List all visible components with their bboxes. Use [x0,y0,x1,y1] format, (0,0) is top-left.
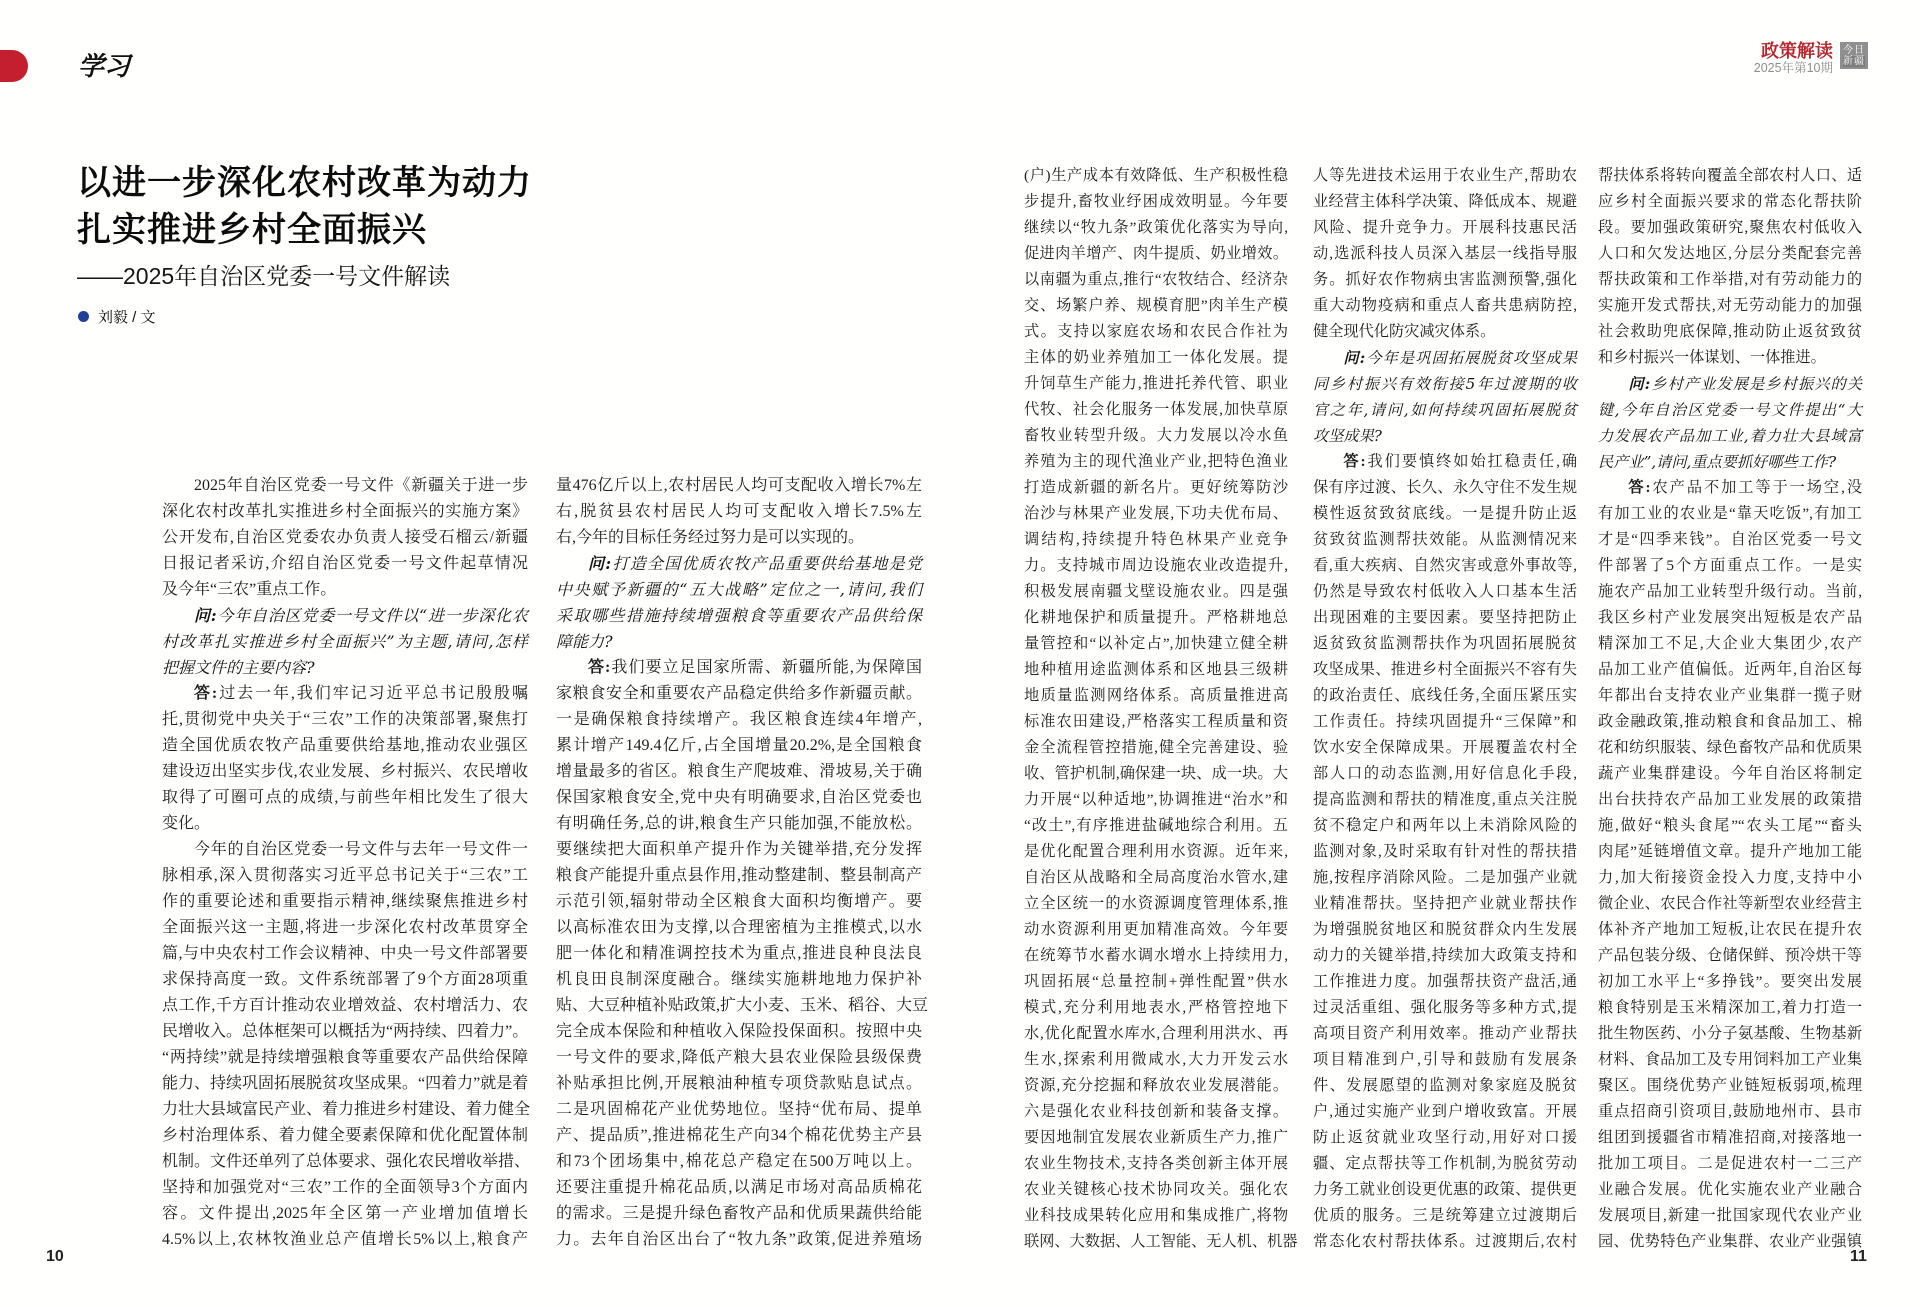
text-line: 养殖为主的现代渔业产业,把特色渔业 [1024,453,1288,470]
article-subtitle: ——2025年自治区党委一号文件解读 [77,263,451,289]
text-line: 的政治责任、底线任务,全面压紧压实 [1313,687,1577,704]
text-column-4 [1313,163,1577,1255]
text-line: 答:农产品不加工等于一场空,没 [1628,479,1863,496]
text-line: 保有序过渡、长久、永久守住不发生规 [1313,479,1577,496]
text-line: 攻坚成果? [1313,427,1382,445]
text-line: 动水资源利用更加精准高效。今年要 [1024,921,1288,938]
text-line: 健全现代化防灾减灾体系。 [1313,323,1496,340]
text-line: 继续以“牧九条”政策优化落实为导向, [1024,219,1288,236]
text-line: 政金融政策,推动粮食和食品加工、棉 [1598,713,1862,730]
byline-author: 刘毅 / 文 [98,309,156,326]
text-line: 交、场繁户养、规模育肥”肉羊生产模 [1024,297,1288,314]
text-line: 点工作,千方百计推动农业增效益、农村增活力、农 [162,997,528,1014]
text-line: 工作推进力度。加强帮扶资产盘活,通 [1313,973,1577,990]
text-line: 地质量监测网络体系。高质量推进高 [1024,687,1288,704]
text-line: 巩固拓展“总量控制+弹性配置”供水 [1024,973,1288,990]
text-line: 求保持高度一致。文件系统部署了9个方面28项重 [162,971,528,988]
text-line: 答:我们要慎终如始扛稳责任,确 [1343,453,1578,470]
text-line: 村改革扎实推进乡村全面振兴”为主题,请问,怎样 [162,632,528,651]
text-line: 贫致贫监测帮扶效能。从监测情况来 [1313,531,1577,548]
text-line: 日报记者采访,介绍自治区党委一号文件起草情况 [162,555,528,572]
text-line: (户)生产成本有效降低、生产积极性稳 [1024,167,1288,184]
text-column-2 [556,473,929,1253]
text-line: 障能力? [556,632,613,651]
text-line: 农业关键核心技术协同攻关。强化农 [1024,1181,1288,1198]
text-line: 人口和欠发达地区,分层分类配套完善 [1598,245,1862,262]
text-line: 取得了可圈可点的成绩,与前些年相比发生了很大 [162,789,528,806]
magazine-logo-line2: 新疆 [1843,55,1865,67]
text-column-1 [162,473,531,1253]
text-line: 今年的自治区党委一号文件与去年一号文件一 [194,841,528,858]
text-line: 力。去年自治区出台了“牧九条”政策,促进养殖场 [556,1231,922,1248]
text-line: 要因地制宜发展农业新质生产力,推广 [1024,1129,1288,1146]
text-line: 能力、持续巩固拓展脱贫攻坚成果。“四着力”就是着 [162,1075,529,1092]
text-line: 畜牧业转型升级。大力发展以冷水鱼 [1024,427,1288,444]
text-line: 贫不稳定户和两年以上未消除风险的 [1313,817,1577,834]
text-line: 园、优势特色产业集群、农业产业强镇 [1598,1233,1862,1250]
text-line: 以高标准农田为支撑,以合理密植为主推模式,以水 [556,919,922,936]
article-title-line1: 以进一步深化农村改革为动力 [77,164,532,202]
text-line: 的需求。三是提升绿色畜牧产品和优质果蔬供给能 [556,1205,922,1222]
text-line: 一号文件的要求,降低产粮大县农业保险县级保费 [556,1049,922,1066]
text-line: 问:乡村产业发展是乡村振兴的关 [1628,375,1863,393]
text-line: 积极发展南疆戈壁设施农业。四是强 [1024,583,1288,600]
text-line: 我区乡村产业发展突出短板是农产品 [1598,609,1862,626]
text-line: 重点招商引资项目,鼓励地州市、县市 [1598,1103,1862,1120]
text-line: 机良田良制深度融合。继续实施耕地地力保护补 [556,971,922,988]
text-line: 中央赋予新疆的“五大战略”定位之一,请问,我们 [556,580,922,599]
text-line: 肉尾”延链增值文章。提升产地加工能 [1598,843,1862,860]
text-line: 4.5%以上,农林牧渔业总产值增长5%以上,粮食产 [162,1231,528,1248]
text-line: 贴、大豆种植补贴政策,扩大小麦、玉米、稻谷、大豆 [556,997,929,1014]
text-line: 问:今年自治区党委一号文件以“进一步深化农 [194,606,528,625]
text-line: 收、管护机制,确保建一块、成一块。大 [1024,765,1288,782]
text-line: 以南疆为重点,推行“农牧结合、经济杂 [1024,271,1288,288]
text-line: 施,按程序消除风险。二是加强产业就 [1313,869,1577,886]
text-line: 右,今年的目标任务经过努力是可以实现的。 [556,529,865,546]
text-line: 化耕地保护和质量提升。严格耕地总 [1024,609,1288,626]
text-line: 材料、食品加工及专用饲料加工产业集 [1598,1051,1862,1068]
text-line: 才是“四季来钱”。自治区党委一号文 [1598,531,1862,548]
text-line: 模性返贫致贫底线。一是提升防止返 [1313,505,1577,522]
text-line: 户,通过实施产业到户增收致富。开展 [1313,1103,1577,1120]
text-line: 脉相承,深入贯彻落实习近平总书记关于“三农”工 [162,867,528,884]
text-line: 一是确保粮食持续增产。我区粮食连续4年增产, [556,711,922,728]
text-line: 初加工水平上“多挣钱”。要突出发展 [1598,973,1862,990]
text-line: 粮食特别是玉米精深加工,着力打造一 [1598,999,1862,1016]
text-line: 务。抓好农作物病虫害监测预警,强化 [1313,271,1577,288]
text-line: 量管控和“以补定占”,加快建立健全耕 [1024,635,1288,652]
text-line: 托,贯彻党中央关于“三农”工作的决策部署,聚焦打 [162,711,528,728]
text-line: 立全区统一的水资源调度管理体系,推 [1024,895,1288,912]
text-line: 标准农田建设,严格落实工程质量和资 [1024,713,1288,730]
text-line: 增量最多的省区。粮食生产爬坡难、滑坡易,关于确 [556,763,922,780]
text-line: 累计增产149.4亿斤,占全国增量20.2%,是全国粮食 [556,737,922,754]
text-line: 段。要加强政策研究,聚焦农村低收入 [1598,219,1862,236]
text-line: 优质的服务。三是统筹建立过渡期后 [1313,1207,1577,1224]
text-line: 施农产品加工业转型升级行动。当前, [1598,583,1862,600]
text-line: 官之年,请问,如何持续巩固拓展脱贫 [1313,401,1577,419]
text-line: 力。支持城市周边设施农业改造提升, [1024,557,1288,574]
text-line: 帮扶体系将转向覆盖全部农村人口、适 [1598,167,1862,184]
category-label: 政策解读 [1761,41,1833,61]
text-line: 机制。文件还单列了总体要求、强化农民增收举措、 [162,1153,531,1170]
section-label: 学习 [78,52,131,82]
text-line: 聚区。围绕优势产业链短板弱项,梳理 [1598,1077,1862,1094]
text-line: 帮扶政策和工作举措,对有劳动能力的 [1598,271,1862,288]
text-line: 组团到援疆省市精准招商,对接落地一 [1598,1129,1862,1146]
text-line: 业精准帮扶。坚持把产业就业帮扶作 [1313,895,1577,912]
page-number-right: 11 [1850,1248,1867,1265]
text-line: 人等先进技术运用于农业生产,帮助农 [1313,167,1577,184]
text-line: 模式,充分利用地表水,严格管控地下 [1024,999,1288,1016]
text-line: 批加工项目。二是促进农村一二三产 [1598,1155,1862,1172]
text-line: 深化农村改革扎实推进乡村全面振兴的实施方案》 [162,503,528,520]
text-line: 农业生物技术,支持各类创新主体开展 [1024,1155,1288,1172]
text-line: 问:打造全国优质农牧产品重要供给基地是党 [588,554,922,573]
text-line: 仍然是导致农村低收入人口基本生活 [1313,583,1577,600]
text-line: 补贴承担比例,开展粮油种植专项贷款贴息试点。 [556,1075,922,1092]
text-line: 和乡村振兴一体谋划、一体推进。 [1598,349,1826,366]
section-tab-marker [0,50,28,82]
text-line: 问:今年是巩固拓展脱贫攻坚成果 [1343,349,1578,367]
text-line: 品加工业产值偏低。近两年,自治区每 [1598,661,1862,678]
text-line: 力务工就业创设更优惠的政策、提供更 [1313,1181,1577,1198]
issue-header-text [1754,42,1833,76]
text-line: 保国家粮食安全,党中央有明确要求,自治区党委也 [556,789,922,806]
text-line: 力开展“以种适地”,协调推进“治水”和 [1024,791,1288,808]
text-line: 治沙与林果产业发展,下功夫优布局、 [1024,505,1288,522]
text-line: 金全流程管控措施,健全完善建设、验 [1024,739,1288,756]
text-line: 步提升,畜牧业纾困成效明显。今年要 [1024,193,1288,210]
text-line: 应乡村全面振兴要求的常态化帮扶阶 [1598,193,1862,210]
text-line: 批生物医药、小分子氨基酸、生物基新 [1598,1025,1862,1042]
text-line: 公开发布,自治区党委农办负责人接受石榴云/新疆 [162,529,528,546]
text-line: 粮食产能提升重点县作用,推动整建制、整县制高产 [556,867,922,884]
text-line: 蔬产业集群建设。今年自治区将制定 [1598,765,1862,782]
text-line: 动,选派科技人员深入基层一线指导服 [1313,245,1577,262]
issue-number: 2025年第10期 [1753,61,1833,75]
text-line: 代牧、社会化服务一体发展,加快草原 [1024,401,1288,418]
text-line: 饮水安全保障成果。开展覆盖农村全 [1313,739,1577,756]
text-line: 六是强化农业科技创新和装备支撑。 [1024,1103,1288,1120]
text-line: 重大动物疫病和重点人畜共患病防控, [1313,297,1577,314]
text-line: 造全国优质农牧产品重要供给基地,推动农业强区 [162,737,528,754]
text-line: 采取哪些措施持续增强粮食等重要农产品供给保 [556,606,922,625]
article-title [77,160,532,254]
text-line: 在统筹节水蓄水调水增水上持续用力, [1024,947,1288,964]
text-line: 2025年自治区党委一号文件《新疆关于进一步 [194,477,528,494]
text-line: “两持续”就是持续增强粮食等重要农产品供给保障 [162,1049,528,1066]
text-line: 升饲草生产能力,推进托养代管、职业 [1024,375,1288,392]
text-line: 过灵活重组、强化服务等多种方式,提 [1313,999,1577,1016]
text-line: 有明确任务,总的讲,粮食生产只能加强,不能放松。 [556,815,922,832]
byline [78,306,156,327]
text-line: 打造成新疆的新名片。更好统筹防沙 [1024,479,1288,496]
text-line: 自治区从战略和全局高度治水管水,建 [1024,869,1288,886]
text-line: 联网、大数据、人工智能、无人机、机器 [1024,1233,1298,1250]
text-line: 施,做好“粮头食尾”“农头工尾”“畜头 [1598,817,1862,834]
text-line: 有加工业的农业是“靠天吃饭”,有加工 [1598,505,1862,522]
text-line: 高项目资产利用效率。推动产业帮扶 [1313,1025,1577,1042]
text-line: 坚持和加强党对“三农”工作的全面领导3个方面内 [162,1179,528,1196]
text-line: 风险、提升竞争力。开展科技惠民活 [1313,219,1577,236]
text-line: 微企业、农民合作社等新型农业经营主 [1598,895,1862,912]
magazine-logo-line1: 今日 [1843,44,1865,56]
issue-header [1754,42,1868,76]
text-line: 攻坚成果、推进乡村全面振兴不容有失 [1313,661,1577,678]
text-line: 和73个团场集中,棉花总产稳定在500万吨以上。 [556,1153,922,1170]
text-line: 体补齐产地加工短板,让农民在提升农 [1598,921,1862,938]
text-line: 力发展农产品加工业,着力壮大县域富 [1598,427,1862,445]
text-line: 民产业”,请问,重点要抓好哪些工作? [1598,453,1837,471]
text-line: 部人口的动态监测,用好信息化手段, [1313,765,1577,782]
text-line: 业科技成果转化应用和集成推广,将物 [1024,1207,1288,1224]
text-line: 返贫致贫监测帮扶作为巩固拓展脱贫 [1313,635,1577,652]
text-line: 示范引领,辐射带动全区粮食大面积均衡增产。要 [556,893,922,910]
text-line: 花和纺织服装、绿色畜牧产品和优质果 [1598,739,1862,756]
text-line: 产、提品质”,推进棉花生产向34个棉花优势主产县 [556,1127,922,1144]
text-line: 主体的奶业养殖加工一体化发展。提 [1024,349,1288,366]
text-line: 变化。 [162,815,211,832]
text-line: 民增收入。总体框架可以概括为“两持续、四着力”。 [162,1023,529,1040]
text-line: 要继续把大面积单产提升作为关键举措,充分发挥 [556,841,922,858]
text-line: 资源,充分挖掘和释放农业发展潜能。 [1024,1077,1288,1094]
text-line: 乡村治理体系、着力健全要素保障和优化配置体制 [162,1127,528,1144]
text-line: 完全成本保险和种植收入保险投保面积。按照中央 [556,1023,922,1040]
text-line: 监测对象,及时采取有针对性的帮扶措 [1313,843,1577,860]
text-line: 工作责任。持续巩固提升“三保障”和 [1313,713,1577,730]
text-line: 二是巩固棉花产业优势地位。坚持“优布局、提单 [556,1101,922,1118]
text-line: 动力的关键举措,持续加大政策支持和 [1313,947,1577,964]
text-line: 社会救助兜底保障,推动防止返贫致贫 [1598,323,1862,340]
text-line: 式。支持以家庭农场和农民合作社为 [1024,323,1288,340]
text-line: 调结构,持续提升特色林果产业竞争 [1024,531,1288,548]
text-line: 及今年“三农”重点工作。 [162,581,337,598]
text-line: 提高监测和帮扶的精准度,重点关注脱 [1313,791,1577,808]
text-column-5 [1598,163,1862,1255]
text-line: 生水,探索利用微咸水,大力开发云水 [1024,1051,1288,1068]
text-column-3 [1024,163,1298,1255]
text-line: 篇,与中央农村工作会议精神、中央一号文件部署要 [162,945,528,962]
text-line: “改土”,有序推进盐碱地综合利用。五 [1024,817,1288,834]
text-line: 全面振兴这一主题,将进一步深化农村改革贯穿全 [162,919,528,936]
text-line: 实施开发式帮扶,对无劳动能力的加强 [1598,297,1862,314]
article-title-line2: 扎实推进乡村全面振兴 [77,211,427,249]
text-line: 出台扶持农产品加工业发展的政策措 [1598,791,1862,808]
text-line: 为增强脱贫地区和脱贫群众内生发展 [1313,921,1577,938]
text-line: 业融合发展。优化实施农业产业融合 [1598,1181,1862,1198]
text-line: 键,今年自治区党委一号文件提出“大 [1598,401,1862,419]
text-line: 件、发展愿望的监测对象家庭及脱贫 [1313,1077,1577,1094]
text-line: 肥一体化和精准调控技术为重点,推进良种良法良 [556,945,922,962]
text-line: 常态化农村帮扶体系。过渡期后,农村 [1313,1233,1577,1250]
text-line: 精深加工不足,大企业大集团少,农产 [1598,635,1862,652]
text-line: 容。文件提出,2025年全区第一产业增加值增长 [162,1205,528,1222]
text-line: 水,优化配置水库水,合理利用洪水、再 [1024,1025,1288,1042]
text-line: 年都出台支持农业产业集群一揽子财 [1598,687,1862,704]
magazine-logo [1840,42,1868,69]
text-line: 项目精准到户,引导和鼓励有发展条 [1313,1051,1577,1068]
text-line: 地种植用途监测体系和区地县三级耕 [1024,661,1288,678]
text-line: 右,脱贫县农村居民人均可支配收入增长7.5%左 [556,503,922,520]
page-number-left: 10 [46,1248,64,1265]
text-line: 建设迈出坚实步伐,农业发展、乡村振兴、农民增收 [162,763,528,780]
text-line: 防止返贫就业攻坚行动,用好对口援 [1313,1129,1577,1146]
text-line: 疆、定点帮扶等工作机制,为脱贫劳动 [1313,1155,1577,1172]
text-line: 看,重大疾病、自然灾害或意外事故等, [1313,557,1577,574]
text-line: 是优化配置合理利用水资源。近年来, [1024,843,1288,860]
text-line: 促进肉羊增产、肉牛提质、奶业增效。 [1024,245,1288,262]
text-line: 件部署了5个方面重点工作。一是实 [1598,557,1862,574]
text-line: 答:过去一年,我们牢记习近平总书记殷殷嘱 [194,685,528,702]
text-line: 作的重要论述和重要指示精神,继续聚焦推进乡村 [162,893,528,910]
text-line: 同乡村振兴有效衔接5年过渡期的收 [1313,375,1577,393]
byline-bullet-icon [78,311,89,322]
text-line: 业经营主体科学决策、降低成本、规避 [1313,193,1577,210]
text-line: 产品包装分级、仓储保鲜、预冷烘干等 [1598,947,1862,964]
text-line: 力壮大县域富民产业、着力推进乡村建设、着力健全 [162,1101,531,1118]
text-line: 出现困难的主要因素。要坚持把防止 [1313,609,1577,626]
text-line: 力,加大衔接资金投入力度,支持中小 [1598,869,1862,886]
text-line: 答:我们要立足国家所需、新疆所能,为保障国 [588,659,922,676]
text-line: 发展项目,新建一批国家现代农业产业 [1598,1207,1862,1224]
text-line: 量476亿斤以上,农村居民人均可支配收入增长7%左 [556,477,922,494]
text-line: 家粮食安全和重要农产品稳定供给多作新疆贡献。 [556,685,922,702]
text-line: 把握文件的主要内容? [162,658,315,677]
text-line: 还要注重提升棉花品质,以满足市场对高品质棉花 [556,1179,922,1196]
